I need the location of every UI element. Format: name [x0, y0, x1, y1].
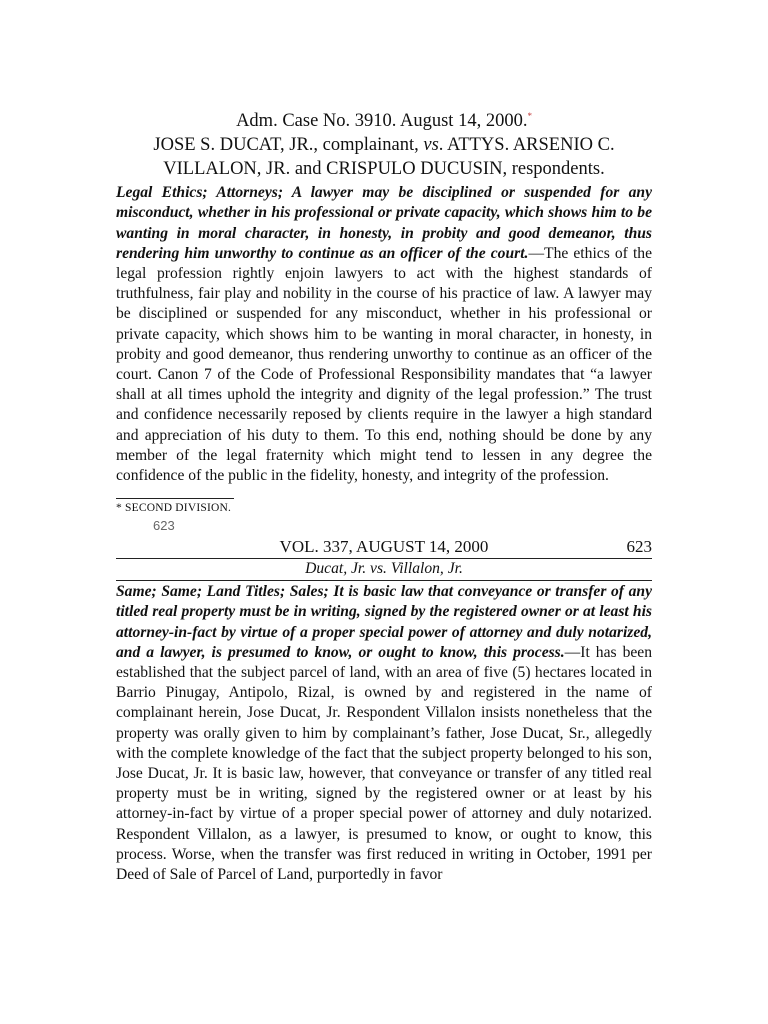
document-page — [116, 0, 652, 885]
page-break-marker: 623 — [153, 518, 175, 534]
syllabus-paragraph-2 — [116, 582, 652, 885]
footnote-divider — [116, 498, 234, 499]
page-number: 623 — [626, 537, 652, 557]
running-header — [116, 536, 652, 559]
em-dash-1: — — [528, 244, 545, 262]
parties-line-1 — [116, 133, 652, 157]
footnote: * SECOND DIVISION. — [116, 502, 232, 515]
syllabus-paragraph-1 — [116, 183, 652, 486]
syllabus-body-2: It has been established that the subject parcel of land, with an area of five (5) hectares located in Barrio Pinugay, Antipolo, Rizal, is owned by and registered in the name of complainant herein, Jose Ducat, Jr. Respondent Villalon insists nonetheless that the property was orally given to him by complainant’s father, Jose Ducat, Sr., allegedly with the complete knowledge of the fact that the subject property belonged to his son, Jose Ducat, Jr. It is basic law, however, that conveyance or transfer of any titled real property must be in writing, signed by the registered owner or at least by his attorney-in-fact by virtue of a proper special power of attorney and duly notarized. Respondent Villalon, as a lawyer, is presumed to know, or ought to know, this process. Worse, when the transfer was first reduced in writing in October, 1991 per Deed of Sale of Parcel of Land, purportedly in favor — [116, 643, 653, 884]
case-title-line — [116, 104, 652, 133]
complainant-text: JOSE S. DUCAT, JR., complainant, — [153, 135, 424, 156]
versus-text: vs — [423, 135, 439, 156]
parties-line-2: VILLALON, JR. and CRISPULO DUCUSIN, respondents. — [163, 159, 605, 180]
syllabus-headnote-2: Same; Same; Land Titles; Sales; It is basic law that conveyance or transfer of any titled real property must be in writing, signed by the registered owner or at least his attorney-in-fact by virtue of a proper special power of attorney and duly notarized, and a lawyer, is presumed to know, or ought to know, this process. — [116, 583, 652, 661]
syllabus-headnote-1: Legal Ethics; Attorneys; A lawyer may be disciplined or suspended for any misconduct, whether in his professional or private capacity, which shows him to be wanting in moral character, in honesty, in probity and good demeanor, thus rendering him unworthy to continue as an officer of the court. — [116, 184, 652, 262]
respondents-text-a: . ATTYS. ARSENIO C. — [438, 135, 615, 156]
case-title: Adm. Case No. 3910. August 14, 2000. — [236, 111, 528, 132]
case-header — [116, 104, 652, 181]
volume-label: VOL. 337, AUGUST 14, 2000 — [279, 537, 489, 557]
footnote-mark: * — [527, 111, 532, 121]
case-short-title: Ducat, Jr. vs. Villalon, Jr. — [116, 559, 652, 581]
syllabus-body-1: The ethics of the legal profession rightly enjoin lawyers to act with the highest standards of truthfulness, fair play and nobility in the course of his practice of law. A lawyer may be disciplined or suspended for any misconduct, whether in his professional or private capacity, which shows him to be wanting in moral character, in honesty, in probity and good demeanor, thus rendering unworthy to continue as an officer of the court. Canon 7 of the Code of Professional Responsibility mandates that “a lawyer shall at all times uphold the integrity and dignity of the legal profession.” The trust and confidence necessarily reposed by clients require in the lawyer a high standard and appreciation of his duty to them. To this end, nothing should be done by any member of the legal fraternity which might tend to lessen in any degree the confidence of the public in the fidelity, honesty, and integrity of the profession. — [116, 244, 652, 484]
em-dash-2: — — [564, 643, 581, 661]
